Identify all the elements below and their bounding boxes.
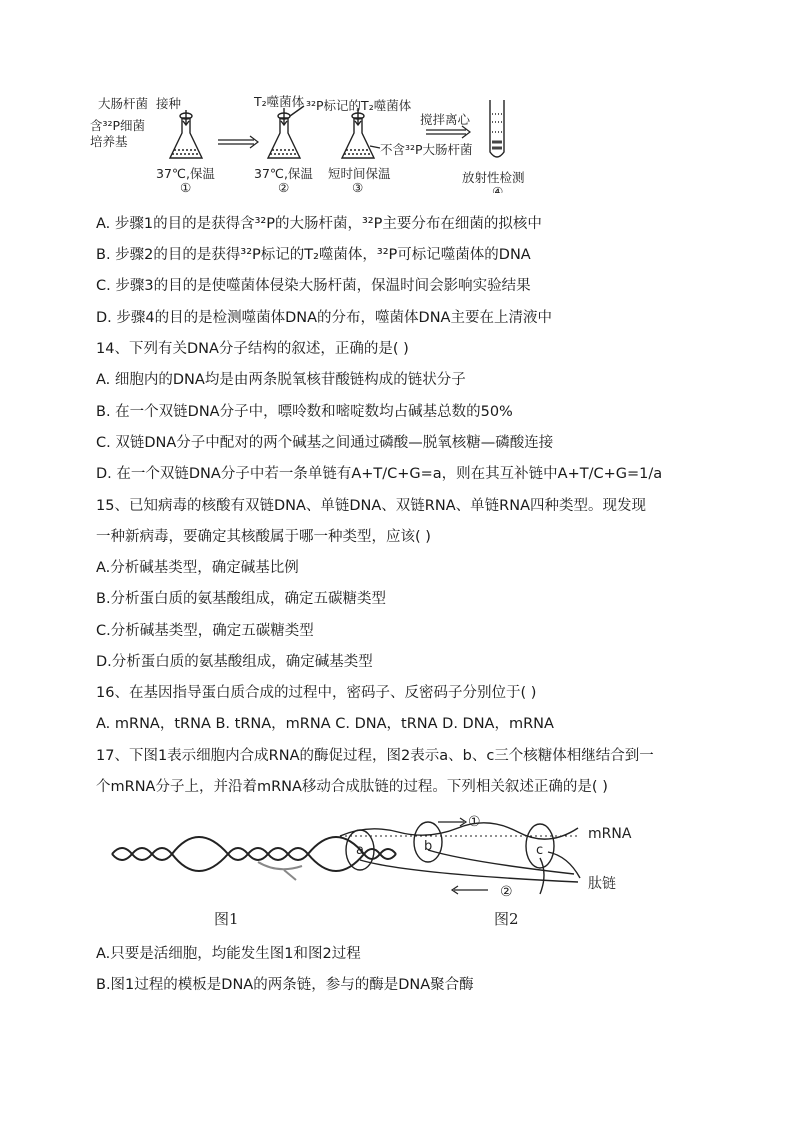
mrna-label: mRNA — [588, 826, 632, 842]
label-phage: T₂噬菌体 — [254, 94, 305, 109]
question13-option-d: D. 步骤4的目的是检测噬菌体DNA的分布，噬菌体DNA主要在上清液中 — [96, 310, 552, 326]
question13-option-c: C. 步骤3的目的是使噬菌体侵染大肠杆菌，保温时间会影响实验结果 — [96, 278, 531, 294]
arrow-left-icon — [452, 886, 488, 894]
step2-number: ② — [278, 180, 290, 193]
question14-option-a: A. 细胞内的DNA均是由两条脱氧核苷酸链构成的链状分子 — [96, 372, 466, 388]
question14-option-d: D. 在一个双链DNA分子中若一条单链有A+T/C+G=a，则在其互补链中A+T/C+G=1/a — [96, 466, 663, 482]
question13-option-b: B. 步骤2的目的是获得³²P标记的T₂噬菌体，³²P可标记噬菌体的DNA — [96, 247, 531, 263]
question14-option-b: B. 在一个双链DNA分子中，嘌呤数和嘧啶数均占碱基总数的50% — [96, 404, 513, 420]
ribosome-label-c: c — [536, 843, 544, 858]
question17-stem-line1: 17、下图1表示细胞内合成RNA的酶促过程，图2表示a、b、c三个核糖体相继结合到一 — [96, 748, 654, 764]
phage-experiment-diagram — [90, 88, 550, 193]
question17-stem-line2: 个mRNA分子上，并沿着mRNA移动合成肽链的过程。下列相关叙述正确的是( ) — [96, 779, 608, 795]
arrow-right-icon — [438, 818, 466, 826]
ribosome-label-a: a — [356, 843, 364, 858]
question15-stem-line2: 一种新病毒，要确定其核酸属于哪一种类型，应该( ) — [96, 529, 431, 545]
question14-stem: 14、下列有关DNA分子结构的叙述，正确的是( ) — [96, 341, 409, 357]
flask-2-icon — [268, 106, 304, 158]
arrow-2-label: ② — [500, 884, 513, 900]
question15-option-b: B.分析蛋白质的氨基酸组成，确定五碳糖类型 — [96, 591, 387, 607]
arrow-1-label: ① — [468, 814, 481, 830]
ribosome-c-icon — [526, 824, 580, 894]
step4-caption: 放射性检测 — [462, 170, 525, 185]
flask-1-icon — [170, 110, 202, 158]
question14-option-c: C. 双链DNA分子中配对的两个碱基之间通过磷酸—脱氧核糖—磷酸连接 — [96, 435, 554, 451]
label-medium-line1: 含³²P细菌 — [90, 118, 146, 133]
dna-helix-icon — [112, 837, 396, 880]
question13-option-a: A. 步骤1的目的是获得含³²P的大肠杆菌，³²P主要分布在细菌的拟核中 — [96, 216, 542, 232]
mrna-strand — [340, 823, 578, 839]
question15-option-c: C.分析碱基类型，确定五碳糖类型 — [96, 623, 314, 639]
step2-caption: 37℃,保温 — [254, 166, 313, 181]
step1-caption: 37℃,保温 — [156, 166, 215, 181]
step4-number: ④ — [492, 184, 504, 193]
phage-experiment-figure — [90, 88, 550, 193]
question15-stem-line1: 15、已知病毒的核酸有双链DNA、单链DNA、双链RNA、单链RNA四种类型。现发现 — [96, 498, 646, 514]
figure-caption-1: 图1 — [214, 910, 239, 928]
label-unlabeled-ecoli: 不含³²P大肠杆菌 — [380, 142, 473, 157]
stir-arrow-icon — [426, 126, 470, 138]
label-ecoli: 大肠杆菌 — [98, 96, 149, 111]
arrow-icon — [218, 136, 258, 148]
question15-option-d: D.分析蛋白质的氨基酸组成，确定碱基类型 — [96, 654, 373, 670]
flask-3-icon — [342, 108, 380, 158]
ribosome-label-b: b — [424, 839, 433, 854]
question17-option-a: A.只要是活细胞，均能发生图1和图2过程 — [96, 946, 361, 962]
test-tube-icon — [490, 100, 504, 157]
label-inoculate: 接种 — [156, 96, 182, 111]
label-labeled-phage: ³²P标记的T₂噬菌体 — [306, 98, 412, 113]
figure-caption-2: 图2 — [494, 910, 519, 928]
question16-stem: 16、在基因指导蛋白质合成的过程中，密码子、反密码子分别位于( ) — [96, 685, 537, 701]
step3-caption: 短时间保温 — [328, 166, 391, 181]
peptide-label: 肽链 — [588, 876, 616, 892]
step1-number: ① — [180, 180, 192, 193]
question17-option-b: B.图1过程的模板是DNA的两条链，参与的酶是DNA聚合酶 — [96, 977, 474, 993]
question15-option-a: A.分析碱基类型，确定碱基比例 — [96, 560, 299, 576]
step3-number: ③ — [352, 180, 364, 193]
label-stir: 搅拌离心 — [420, 112, 471, 127]
transcription-translation-diagram — [108, 812, 648, 940]
question16-options: A. mRNA，tRNA B. tRNA，mRNA C. DNA，tRNA D. DNA，mRNA — [96, 716, 554, 732]
label-medium-line2: 培养基 — [90, 134, 128, 149]
transcription-translation-figure — [108, 812, 648, 940]
